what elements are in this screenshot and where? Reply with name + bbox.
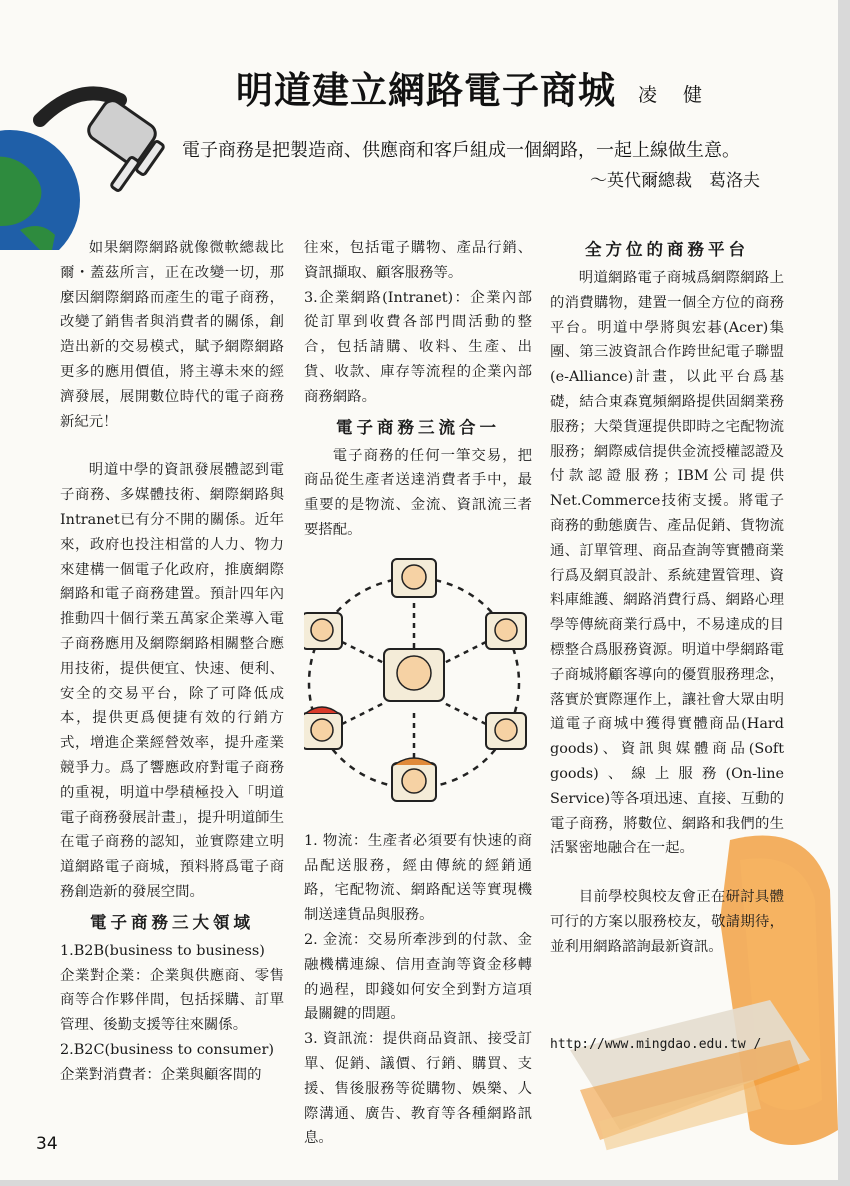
lead-quote: 電子商務是把製造商、供應商和客戶組成一個網路，一起上線做生意。 [182,140,740,161]
list-item: 3.企業網路(Intranet)：企業內部從訂單到收費各部門間活動的整合，包括請購、收料、生產、出貨、收款、庫存等流程的企業內部商務網路。 [304,289,532,405]
connected-computers-icon [304,553,532,823]
globe-plug-illustration [0,60,180,250]
paragraph: 如果網際網路就像微軟總裁比爾・蓋茲所言，正在改變一切，那麼因網際網路而產生的電子商務，改變了銷售者與消費者的關係，創造出新的交易模式，賦予網際網路更多的應用價值，將主導未來的經濟發展，展開數位時代的電子商務新紀元！ [60,240,284,430]
list-item: 2. 金流：交易所牽涉到的付款、金融機構連線、信用查詢等資金移轉的過程，即錢如何安全到對方這項最關鍵的問題。 [304,931,532,1023]
page-number: 34 [36,1134,58,1154]
list-item: 1. 物流：生產者必須要有快速的商品配送服務，經由傳統的經銷通路，宅配物流、網路配送等實現機制送達貨品與服務。 [304,832,532,924]
paragraph: 目前學校與校友會正在研討具體可行的方案以服務校友，敬請期待，並利用網路諮詢最新資訊。 [550,889,784,955]
website-link[interactable]: http://www.mingdao.edu.tw / [550,1037,762,1052]
article-title: 明道建立網路電子商城 [236,69,616,112]
list-item: 3. 資訊流：提供商品資訊、接受訂單、促銷、議價、行銷、購買、支援、售後服務等從購物、娛樂、人際溝通、廣告、教育等各種網路訊息。 [304,1031,532,1147]
section-heading: 全方位的商務平台 [585,240,749,259]
paragraph: 電子商務的任何一筆交易，把商品從生產者送達消費者手中，最重要的是物流、金流、資訊流三者要搭配。 [304,447,532,538]
list-item-text: 企業對消費者：企業與顧客間的 [60,1066,262,1083]
quote-source: ～英代爾總裁 葛洛夫 [590,171,760,191]
list-item-label: 2.B2C(business to consumer) [60,1041,275,1058]
column-1 [60,236,284,1088]
paragraph: 明道網路電子商城爲網際網路上的消費購物，建置一個全方位的商務平台。明道中學將與宏碁(Acer)集團、第三波資訊合作跨世紀電子聯盟(e-Alliance)計畫，以此平台爲基礎，結合東森寬頻網路提供固網業務服務；大榮貨運提供即時之宅配物流服務；網際威信提供金流授權認證及付款認證服務；IBM公司提供Net.Commerce技術支援。將電子商務的動態廣告、產品促銷、貨物流通、訂單管理、商品查詢等實體商業行爲及網頁設計、系統建置管理、資料庫維護、網路消費行爲、網路心理學等傳統商業行爲中，不易達成的目標整合爲服務資源。明道中學網路電子商城將顧客導向的優質服務理念，落實於實際運作上，讓社會大眾由明道電子商城中獲得實體商品(Hard goods)、資訊與媒體商品(Soft goods)、線上服務(On-line Service)等各項迅速、直接、互動的電子商務，將數位、網路和我們的生活緊密地融合在一起。 [550,270,784,857]
section-heading: 電子商務三流合一 [336,417,500,437]
network-illustration [304,553,532,823]
section-heading: 電子商務三大領域 [90,912,254,932]
article-author: 凌 健 [638,84,713,106]
list-item-text: 企業對企業：企業與供應商、零售商等合作夥伴間，包括採購、訂單管理、後勤支援等往來關係。 [60,967,284,1034]
paragraph: 往來，包括電子購物、產品行銷、資訊擷取、顧客服務等。 [304,240,532,281]
three-flows-list [304,829,532,1151]
column-2 [304,236,532,1151]
domain-list [60,939,284,1088]
list-item-label: 1.B2B(business to business) [60,942,265,959]
paragraph: 明道中學的資訊發展體認到電子商務、多媒體技術、網際網路與Intranet已有分不開的關係。近年來，政府也投注相當的人力、物力來建構一個電子化政府，推廣網際網路和電子商務建置。預計四年內推動四十個行業五萬家企業導入電子商務應用及網際網路相關整合應用技術，提供便宜、快速、便利、安全的交易平台，除了可降低成本，提供更爲便捷有效的行銷方式，增進企業經營效率，提升產業競爭力。爲了響應政府對電子商務的重視，明道中學積極投入「明道電子商務發展計畫」，提升明道師生在電子商務的認知，並實際建立明道網路電子商城，預料將爲電子商務創造新的發展空間。 [60,462,284,900]
column-3 [550,238,784,960]
